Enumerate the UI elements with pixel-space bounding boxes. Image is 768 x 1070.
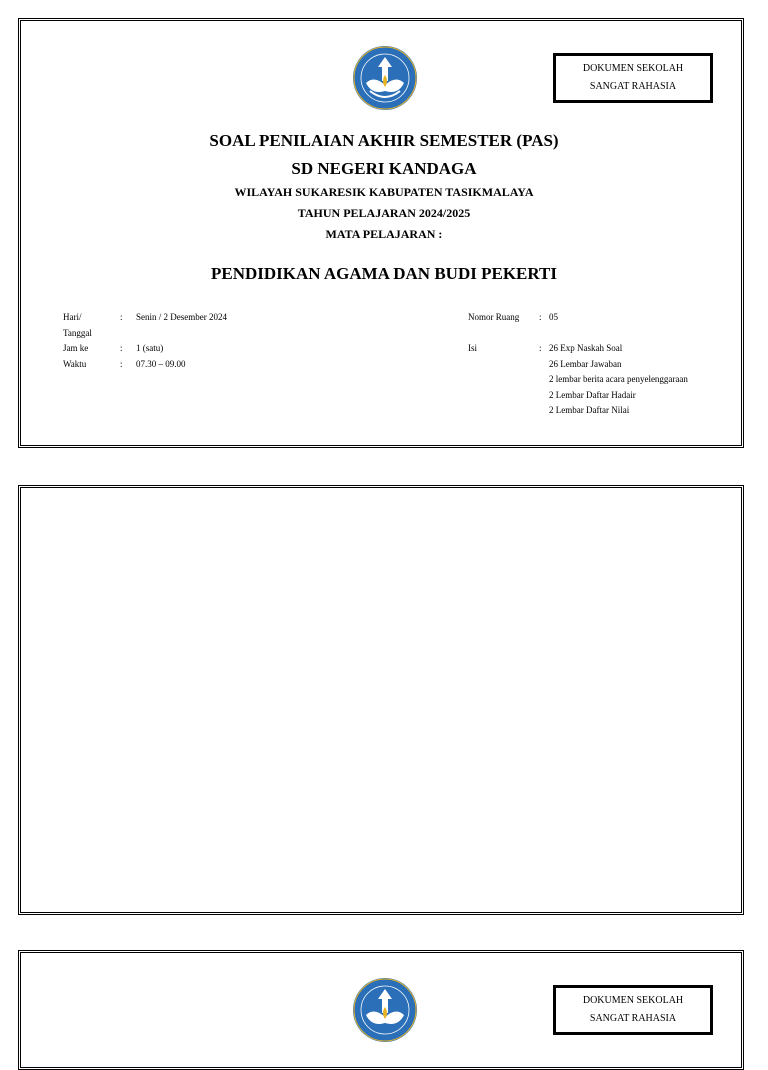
jam-label: Jam ke (63, 343, 89, 353)
isi-item: 2 Lembar Daftar Nilai (549, 405, 630, 415)
tut-wuri-handayani-logo (352, 977, 418, 1043)
isi-item: 2 lembar berita acara penyelenggaraan (549, 374, 688, 384)
cover-panel-2 (18, 950, 744, 1070)
isi-separator: : (539, 343, 542, 353)
school-name: SD NEGERI KANDAGA (291, 159, 477, 178)
stamp-line-1: DOKUMEN SEKOLAH (582, 995, 684, 1006)
exam-schedule-info (63, 310, 383, 372)
region-line: WILAYAH SUKARESIK KABUPATEN TASIKMALAYA (234, 185, 534, 199)
waktu-separator: : (120, 358, 123, 369)
jam-separator: : (120, 343, 123, 353)
school-year: TAHUN PELAJARAN 2024/2025 (297, 206, 471, 220)
ruang-label: Nomor Ruang (468, 312, 520, 322)
subject-label: MATA PELAJARAN : (325, 227, 443, 241)
isi-item: 26 Lembar Jawaban (549, 358, 622, 369)
empty-panel (18, 485, 744, 915)
subject-name: PENDIDIKAN AGAMA DAN BUDI PEKERTI (210, 264, 558, 283)
hari-separator: : (120, 312, 123, 322)
ruang-value: 05 (549, 312, 558, 322)
stamp-line-1: DOKUMEN SEKOLAH (582, 63, 684, 74)
hari-value: Senin / 2 Desember 2024 (136, 312, 227, 322)
hari-label: Hari/ (63, 312, 82, 322)
tut-wuri-handayani-logo (352, 45, 418, 111)
isi-label: Isi (468, 343, 477, 353)
exam-title: SOAL PENILAIAN AKHIR SEMESTER (PAS) (209, 131, 559, 150)
confidential-stamp (553, 985, 713, 1035)
envelope-contents-info (468, 310, 728, 419)
title-block (21, 126, 747, 245)
ruang-separator: : (539, 312, 542, 322)
stamp-line-2: SANGAT RAHASIA (589, 1013, 677, 1024)
cover-panel-1 (18, 18, 744, 448)
tanggal-label: Tanggal (63, 327, 92, 338)
jam-value: 1 (satu) (136, 343, 164, 353)
confidential-stamp (553, 53, 713, 103)
waktu-label: Waktu (63, 358, 87, 369)
isi-item: 26 Exp Naskah Soal (549, 343, 623, 353)
stamp-line-2: SANGAT RAHASIA (589, 81, 677, 92)
waktu-value: 07.30 – 09.00 (136, 358, 186, 369)
isi-item: 2 Lembar Daftar Hadair (549, 389, 636, 400)
